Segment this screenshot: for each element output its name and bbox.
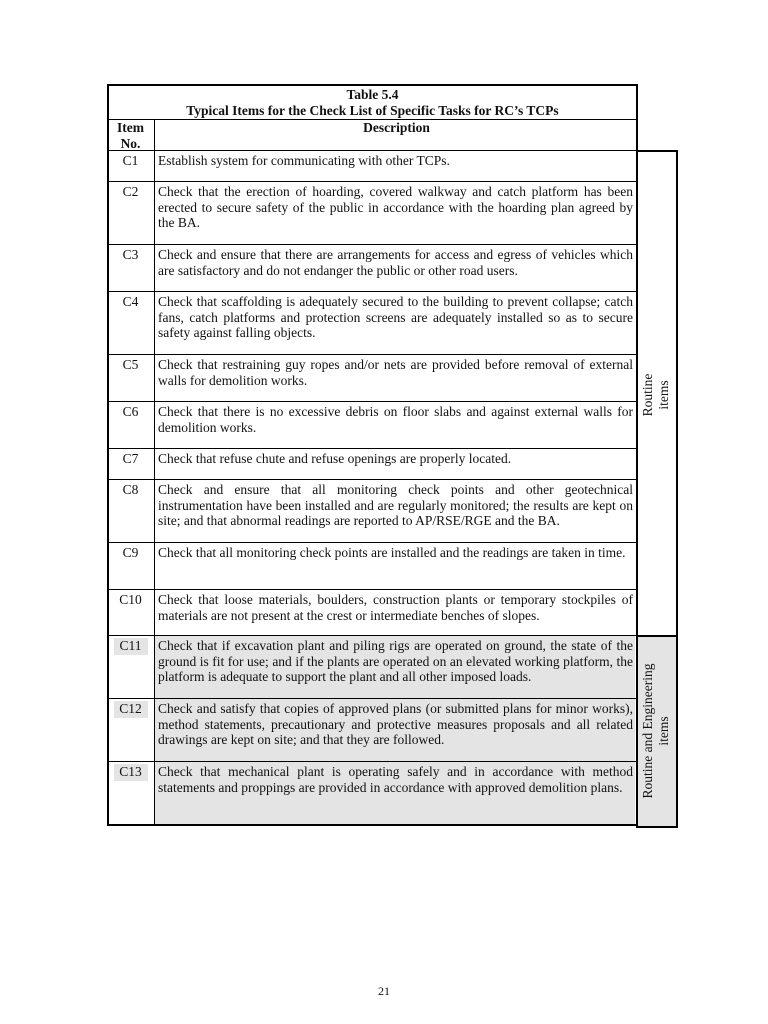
item-number: C1 [122,153,139,168]
item-description: Check and ensure that all monitoring check points and other geotechnical instrumentation have been installed and are regularly monitored; the results are kept on site; and that abnormal readings are reported to AP/RSE/RGE and the BA. [158,482,633,529]
item-description: Check that the erection of hoarding, covered walkway and catch platform has been erected to secure safety of the public in accordance with the hoarding plan agreed by the BA. [158,184,633,231]
row-divider [107,401,638,402]
engineering-label-line2: items [656,716,671,746]
engineering-label-line1: Routine and Engineering [640,663,655,799]
item-number: C10 [119,592,142,607]
header-no-label: No. [120,136,141,151]
item-number: C8 [122,482,139,497]
item-description: Check and satisfy that copies of approved plans (or submitted plans for minor works), method statements, precautionary and protective measures proposals and all related drawings are kept on site; and that they are followed. [158,701,633,748]
item-description: Check that scaffolding is adequately secured to the building to prevent collapse; catch fans, catch platforms and protection screens are adequately installed so as to secure safety against falling objects. [158,294,633,341]
page-number: 21 [378,984,390,998]
header-description: Description [363,120,430,135]
table-title-block [107,87,638,119]
row-divider [107,354,638,355]
item-description: Check that if excavation plant and piling rigs are operated on ground, the state of the ground is fit for use; and if the plants are operated on an elevated working platform, the platform is adequate to support the plant and all other imposed loads. [158,638,633,685]
row-divider [107,698,638,699]
row-divider [107,479,638,480]
row-divider [107,448,638,449]
routine-label-line2: items [656,380,671,410]
item-description: Check that restraining guy ropes and/or nets are provided before removal of external walls for demolition works. [158,357,633,388]
routine-items-label [640,315,674,475]
engineering-items-label [640,641,674,821]
table-title: Typical Items for the Check List of Specific Tasks for RC’s TCPs [186,103,559,118]
item-number: C6 [122,404,139,419]
row-divider [107,244,638,245]
table-number: Table 5.4 [346,87,399,102]
item-description: Check that there is no excessive debris on floor slabs and against external walls for demolition works. [158,404,633,435]
header-item-no [107,120,154,152]
item-number: C3 [122,247,139,262]
routine-label-line1: Routine [640,373,655,417]
row-divider [107,761,638,762]
item-description: Establish system for communicating with other TCPs. [158,153,450,168]
item-description: Check that all monitoring check points are installed and the readings are taken in time. [158,545,626,560]
header-item-label: Item [117,120,144,135]
row-divider [107,291,638,292]
item-number: C5 [122,357,139,372]
item-number: C2 [122,184,139,199]
item-number: C12 [119,701,142,716]
row-divider [107,589,638,590]
item-description: Check that mechanical plant is operating safely and in accordance with method statements and proppings are provided in accordance with approved demolition plans. [158,764,633,795]
row-divider [107,181,638,182]
item-number: C11 [119,638,142,653]
item-description: Check that refuse chute and refuse openings are properly located. [158,451,512,466]
item-description: Check that loose materials, boulders, construction plants or temporary stockpiles of materials are not present at the crest or intermediate benches of slopes. [158,592,633,623]
item-number: C9 [122,545,139,560]
row-divider [107,542,638,543]
row-divider [107,150,638,151]
item-number: C4 [122,294,139,309]
row-divider [107,635,638,636]
item-number: C7 [122,451,139,466]
item-number: C13 [119,764,142,779]
item-description: Check and ensure that there are arrangements for access and egress of vehicles which are satisfactory and do not endanger the public or other road users. [158,247,633,278]
